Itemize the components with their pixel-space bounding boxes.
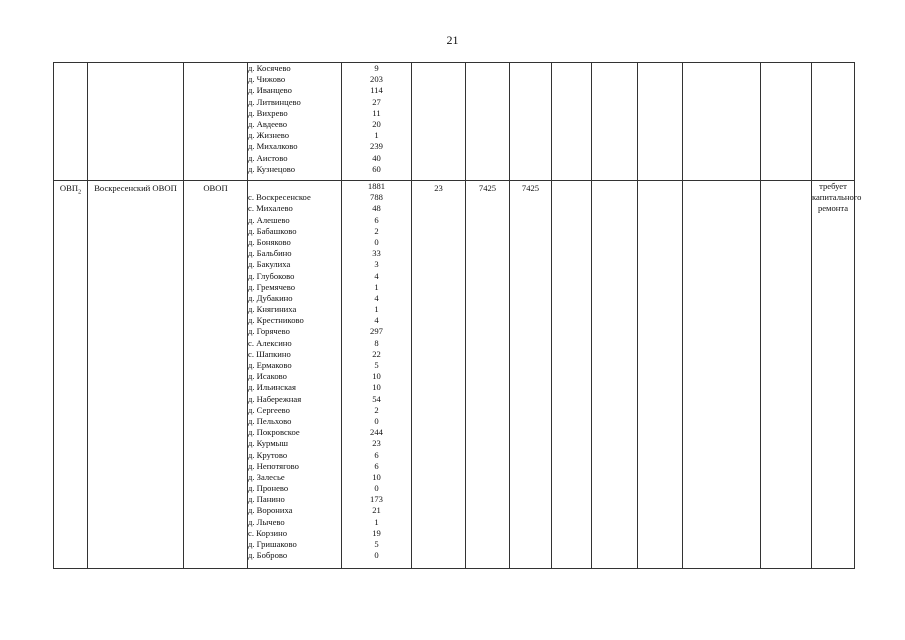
village-list-cell [248, 181, 342, 569]
village-name [248, 181, 341, 192]
village-name: д. Княгиниха [248, 304, 297, 315]
village-name: д. Бакулиха [248, 259, 291, 270]
village-name: д. Авдеево [248, 118, 288, 129]
village-population: 1881 [367, 181, 386, 191]
village-population: 6 [374, 214, 379, 225]
empty-cell [683, 181, 761, 569]
facility-type-cell [184, 63, 248, 181]
facilities-table [53, 62, 862, 569]
village-population: 11 [372, 107, 381, 118]
village-population: 10 [372, 371, 381, 382]
value-c8: 7425 [521, 183, 540, 193]
village-name: д. Аистово [248, 152, 288, 163]
village-population: 40 [372, 152, 381, 163]
value-cell-c7 [466, 181, 510, 569]
village-population: 4 [374, 315, 379, 326]
village-name: с. Алексино [248, 337, 292, 348]
facility-code-cell [54, 181, 88, 569]
village-name: с. Воскресенское [248, 192, 311, 203]
village-population: 60 [372, 163, 381, 174]
note-text: требует капитального ремонта [812, 181, 862, 214]
facility-code-cell [54, 63, 88, 181]
village-population: 9 [374, 63, 379, 73]
village-name: д. Пронево [248, 483, 289, 494]
village-population: 6 [374, 460, 379, 471]
village-name: д. Набережная [248, 393, 302, 404]
facility-name: Воскресенский ОВОП [94, 183, 177, 193]
village-population: 21 [372, 505, 381, 516]
village-population: 1 [374, 130, 379, 141]
population-list-cell [342, 63, 412, 181]
village-population: 2 [374, 225, 379, 236]
village-name: д. Алешево [248, 214, 290, 225]
village-population: 244 [370, 427, 383, 438]
village-name: д. Боняково [248, 236, 291, 247]
village-name: д. Ильинская [248, 382, 296, 393]
village-population: 6 [374, 449, 379, 460]
village-name: д. Бальбино [248, 248, 292, 259]
village-name: д. Непотягово [248, 460, 299, 471]
village-population: 27 [372, 96, 381, 107]
village-name: д. Боброво [248, 550, 288, 561]
facility-name-cell [88, 63, 184, 181]
village-population: 0 [374, 550, 379, 561]
value-cell-c6 [412, 63, 466, 181]
village-name: д. Жизнево [248, 130, 290, 141]
village-population: 1 [374, 304, 379, 315]
empty-cell [683, 63, 761, 181]
village-name: д. Лычево [248, 516, 285, 527]
village-name: д. Иванцево [248, 85, 292, 96]
village-name: д. Гремячево [248, 281, 296, 292]
village-name: д. Кузнецово [248, 163, 296, 174]
village-name: д. Сергеево [248, 404, 290, 415]
empty-cell [592, 181, 638, 569]
village-name: д. Покровское [248, 427, 300, 438]
village-name: д. Ермаково [248, 360, 292, 370]
village-population: 0 [374, 483, 379, 494]
village-population: 10 [372, 382, 381, 393]
village-population: 22 [372, 348, 381, 359]
village-population: 19 [372, 527, 381, 538]
village-population: 5 [374, 539, 379, 549]
village-population: 54 [372, 393, 381, 404]
facility-type: ОВОП [203, 183, 228, 193]
note-cell [812, 181, 862, 569]
empty-cell [761, 63, 812, 181]
village-population: 4 [374, 270, 379, 281]
village-name: д. Крестниково [248, 315, 304, 326]
empty-cell [638, 63, 683, 181]
value-cell-c8 [510, 63, 552, 181]
empty-cell [552, 181, 592, 569]
note-cell [812, 63, 855, 181]
village-name: с. Михалево [248, 203, 293, 214]
village-population: 48 [372, 203, 381, 214]
table-row [54, 181, 855, 569]
village-population: 2 [374, 404, 379, 415]
empty-cell [638, 181, 683, 569]
village-name: с. Шапкино [248, 348, 291, 359]
value-cell-c6 [412, 181, 466, 569]
empty-cell [761, 181, 812, 569]
village-name: д. Чижово [248, 74, 286, 85]
village-name: д. Крутово [248, 449, 288, 460]
table-row [54, 63, 855, 181]
village-name: д. Ворониха [248, 505, 293, 516]
village-population: 788 [370, 192, 383, 203]
village-population: 203 [370, 74, 383, 85]
village-population: 5 [374, 360, 379, 370]
empty-cell [552, 63, 592, 181]
empty-cell [592, 63, 638, 181]
village-name: с. Корзино [248, 527, 288, 538]
value-cell-c7 [466, 63, 510, 181]
village-population: 10 [372, 471, 381, 482]
village-population: 239 [370, 141, 383, 152]
value-c7: 7425 [478, 183, 497, 193]
village-population: 1 [374, 281, 379, 292]
facility-type-cell [184, 181, 248, 569]
value-c6: 23 [434, 183, 443, 193]
village-name: д. Михалково [248, 141, 298, 152]
village-population: 297 [370, 326, 383, 337]
village-name: д. Курмыш [248, 438, 289, 449]
village-population: 33 [372, 248, 381, 259]
village-population: 173 [370, 494, 383, 505]
village-name: д. Залесье [248, 471, 285, 482]
village-name: д. Исаково [248, 371, 287, 382]
village-population: 0 [374, 236, 379, 247]
village-name: д. Дубакино [248, 292, 293, 303]
value-cell-c8 [510, 181, 552, 569]
village-name: д. Пельхово [248, 415, 292, 426]
page-number: 21 [446, 33, 459, 47]
village-name: д. Панино [248, 494, 285, 505]
village-population: 114 [370, 85, 383, 96]
village-name: д. Гришаково [248, 539, 297, 549]
village-population: 20 [372, 118, 381, 129]
village-name: д. Бабашково [248, 225, 297, 236]
facility-code-sub: 2 [78, 189, 82, 196]
population-list-cell [342, 181, 412, 569]
facility-name-cell [88, 181, 184, 569]
village-name: д. Глубоково [248, 270, 295, 281]
village-population: 0 [374, 415, 379, 426]
village-name: д. Вихрево [248, 107, 288, 118]
village-name: д. Косячево [248, 63, 291, 73]
village-population: 3 [374, 259, 379, 270]
village-population: 4 [374, 292, 379, 303]
village-name: д. Горячево [248, 326, 290, 337]
village-list-cell [248, 63, 342, 181]
village-population: 8 [374, 337, 379, 348]
village-population: 23 [372, 438, 381, 449]
facility-code: ОВП [59, 183, 79, 193]
village-population: 1 [374, 516, 379, 527]
village-name: д. Литвинцево [248, 96, 301, 107]
